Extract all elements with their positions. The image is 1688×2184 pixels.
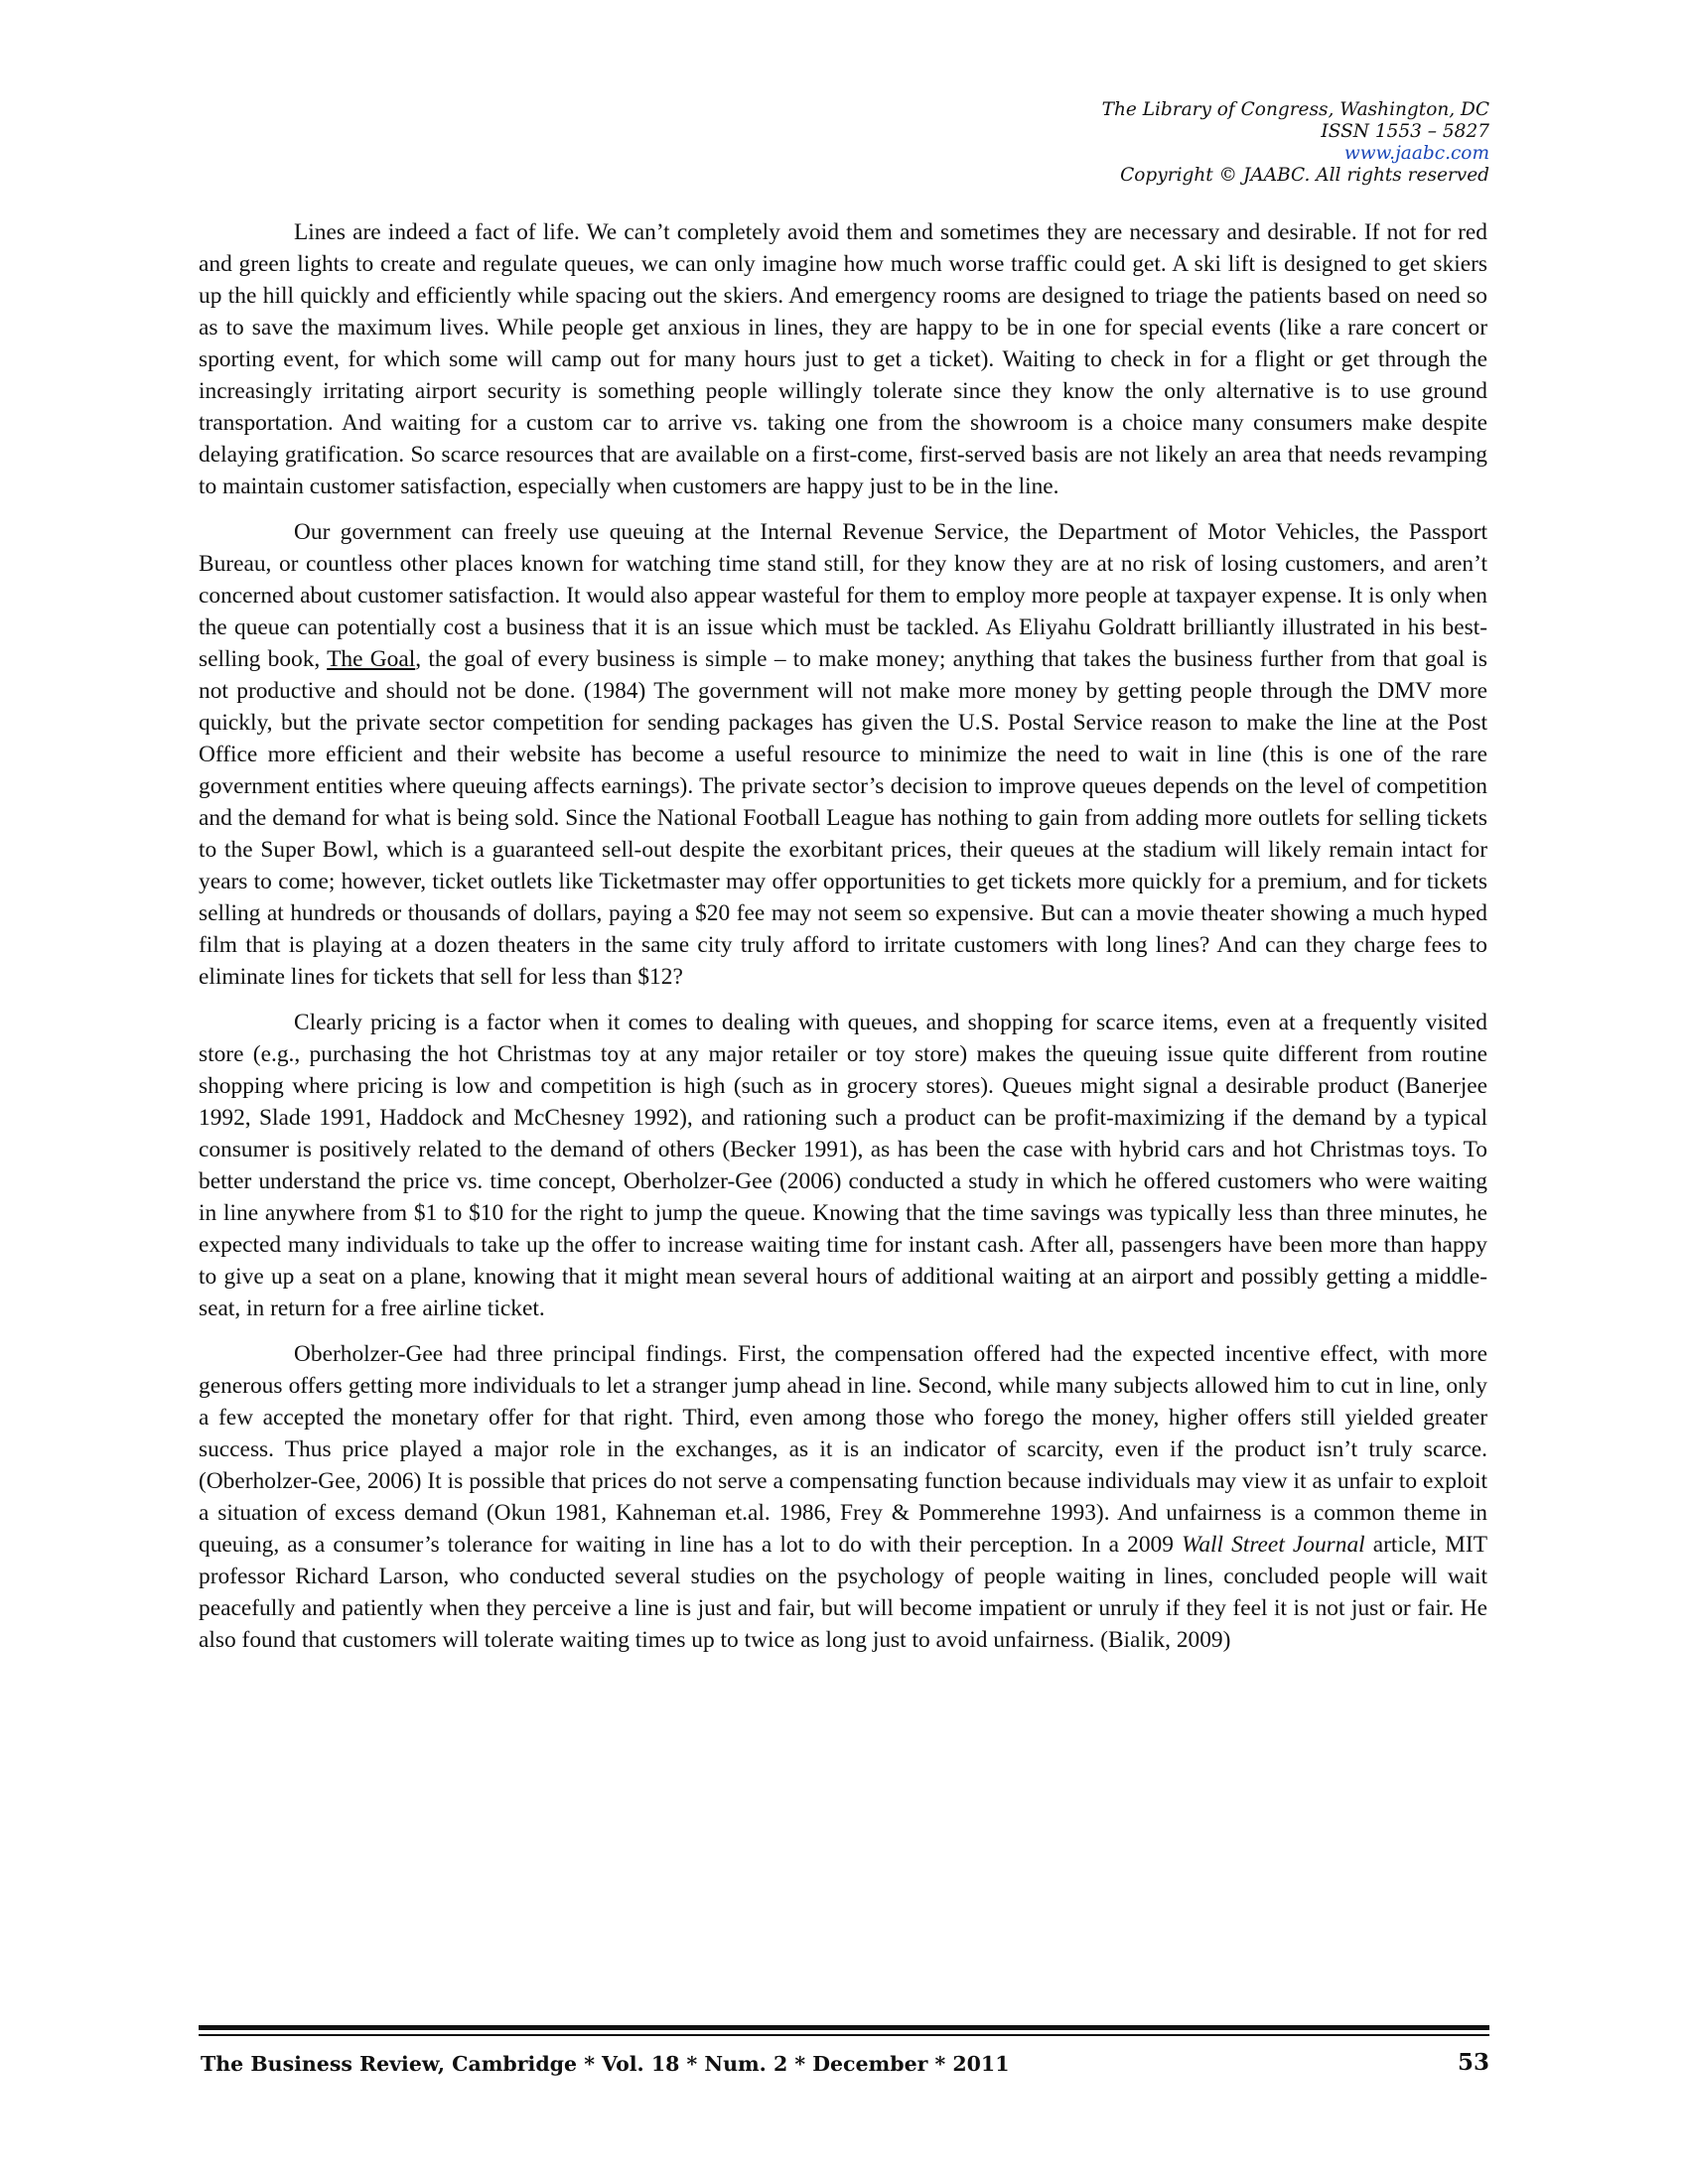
paragraph-1-text: Lines are indeed a fact of life. We can’t completely avoid them and sometimes they are necessary and desirable. If not for red and green lights to create and regulate queues, we can only imagine how much worse traffic could get. A ski lift is designed to get skiers up the hill quickly and efficiently while spacing out the skiers. And emergency rooms are designed to triage the patients based on need so as to save the maximum lives. While people get anxious in lines, they are happy to be in one for special events (like a rare concert or sporting event, for which some will camp out for many hours just to get a ticket). Waiting to check in for a flight or get through the increasingly irritating airport security is something people willingly tolerate since they know the only alternative is to use ground transportation. And waiting for a custom car to arrive vs. taking one from the showroom is a choice many consumers make despite delaying gratification. So scarce resources that are available on a first-come, first-served basis are not likely an area that needs revamping to maintain customer satisfaction, especially when customers are happy just to be in the line. — [199, 219, 1487, 499]
page-number: 53 — [1457, 2049, 1489, 2076]
paragraph-3 — [199, 1007, 1487, 1324]
article-body — [199, 216, 1487, 1670]
footer-rule-thick — [199, 2025, 1489, 2030]
header-issn-line: ISSN 1553 – 5827 — [1321, 121, 1489, 142]
header-copyright-line: Copyright © JAABC. All rights reserved — [1120, 165, 1489, 186]
book-title-the-goal: The Goal — [327, 646, 416, 672]
paragraph-3-text: Clearly pricing is a factor when it comes to dealing with queues, and shopping for scarce items, even at a frequently visited store (e.g., purchasing the hot Christmas toy at any major retailer or toy store) makes the queuing issue quite different from routine shopping where pricing is low and competition is high (such as in grocery stores). Queues might signal a desirable product (Banerjee 1992, Slade 1991, Haddock and McChesney 1992), and rationing such a product can be profit-maximizing if the demand by a typical consumer is positively related to the demand of others (Becker 1991), as has been the case with hybrid cars and hot Christmas toys. To better understand the price vs. time concept, Oberholzer-Gee (2006) conducted a study in which he offered customers who were waiting in line anywhere from $1 to $10 for the right to jump the queue. Knowing that the time savings was typically less than three minutes, he expected many individuals to take up the offer to increase waiting time for instant cash. After all, passengers have been more than happy to give up a seat on a plane, knowing that it might mean several hours of additional waiting at an airport and possibly getting a middle-seat, in return for a free airline ticket. — [199, 1010, 1487, 1321]
footer-rule-thin — [199, 2034, 1489, 2036]
paragraph-1 — [199, 216, 1487, 502]
paragraph-2-text-before: Our government can freely use queuing at the Internal Revenue Service, the Department of Motor Vehicles, the Passport Bureau, or countless other places known for watching time stand still, for they know they are at no risk of losing customers, and aren’t concerned about customer satisfaction. It would also appear wasteful for them to employ more people at taxpayer expense. It is only when the queue can potentially cost a business that it is an issue which must be tackled. As Eliyahu Goldratt brilliantly illustrated in his best-selling book, — [199, 519, 1487, 672]
paragraph-4-text-after: article, MIT professor Richard Larson, who conducted several studies on the psychology of people waiting in lines, concluded people will wait peacefully and patiently when they perceive a line is just and fair, but will become impatient or unruly if they feel it is not just or fair. He also found that customers will tolerate waiting times up to twice as long just to avoid unfairness. (Bialik, 2009) — [199, 1532, 1487, 1653]
journal-header — [794, 99, 1489, 187]
footer-journal-citation: The Business Review, Cambridge * Vol. 18 * Num. 2 * December * 2011 — [201, 2052, 1010, 2076]
header-library-line: The Library of Congress, Washington, DC — [1101, 99, 1489, 120]
journal-title-wsj: Wall Street Journal — [1182, 1532, 1365, 1558]
header-website-link[interactable]: www.jaabc.com — [1343, 143, 1489, 164]
paragraph-2 — [199, 516, 1487, 993]
paragraph-4-text-before: Oberholzer-Gee had three principal findings. First, the compensation offered had the expected incentive effect, with more generous offers getting more individuals to let a stranger jump ahead in line. Second, while many subjects allowed him to cut in line, only a few accepted the monetary offer for that right. Third, even among those who forego the money, higher offers still yielded greater success. Thus price played a major role in the exchanges, as it is an indicator of scarcity, even if the product isn’t truly scarce. (Oberholzer-Gee, 2006) It is possible that prices do not serve a compensating function because individuals may view it as unfair to exploit a situation of excess demand (Okun 1981, Kahneman et.al. 1986, Frey & Pommerehne 1993). And unfairness is a common theme in queuing, as a consumer’s tolerance for waiting in line has a lot to do with their perception. In a 2009 — [199, 1341, 1487, 1558]
paragraph-4 — [199, 1338, 1487, 1656]
paragraph-2-text-after: , the goal of every business is simple – to make money; anything that takes the business further from that goal is not productive and should not be done. (1984) The government will not make more money by getting people through the DMV more quickly, but the private sector competition for sending packages has given the U.S. Postal Service reason to make the line at the Post Office more efficient and their website has become a useful resource to minimize the need to wait in line (this is one of the rare government entities where queuing affects earnings). The private sector’s decision to improve queues depends on the level of competition and the demand for what is being sold. Since the National Football League has nothing to gain from adding more outlets for selling tickets to the Super Bowl, which is a guaranteed sell-out despite the exorbitant prices, their queues at the stadium will likely remain intact for years to come; however, ticket outlets like Ticketmaster may offer opportunities to get tickets more quickly for a premium, and for tickets selling at hundreds or thousands of dollars, paying a $20 fee may not seem so expensive. But can a movie theater showing a much hyped film that is playing at a dozen theaters in the same city truly afford to irritate customers with long lines? And can they charge fees to eliminate lines for tickets that sell for less than $12? — [199, 646, 1487, 990]
